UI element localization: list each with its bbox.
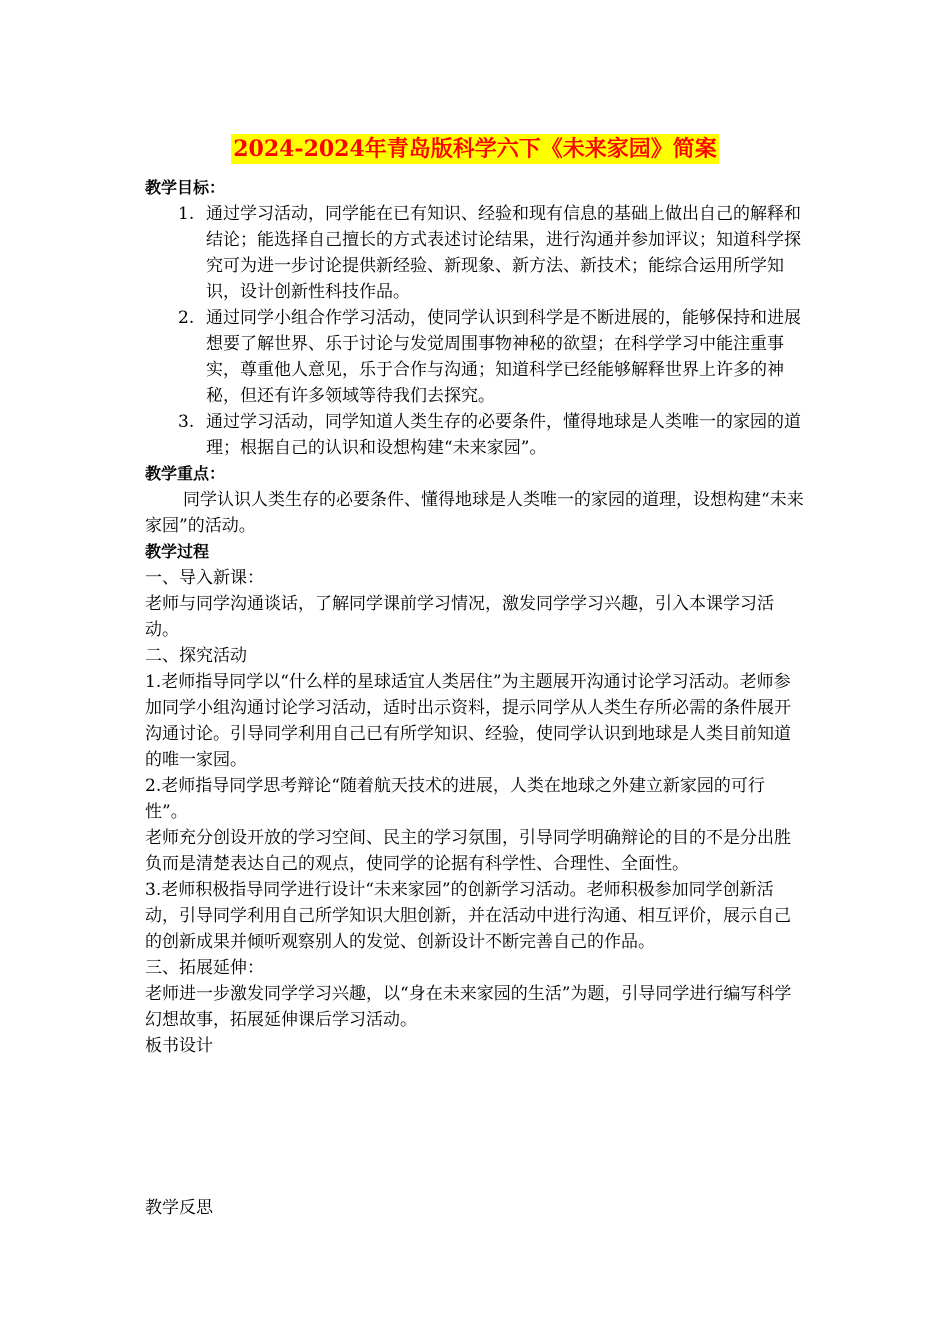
objective-number: 3.	[178, 412, 195, 432]
objective-number: 2.	[178, 308, 195, 328]
section-2-paragraph-3: 老师充分创设开放的学习空间、民主的学习氛围，引导同学明确辩论的目的不是分出胜负而是清楚表达自己的观点，使同学的论据有科学性、合理性、全面性。	[145, 828, 791, 874]
reflection-block	[145, 1195, 213, 1221]
objective-item	[145, 305, 807, 409]
section-2-paragraph-2: 2.老师指导同学思考辩论“随着航天技术的进展，人类在地球之外建立新家园的可行性”。	[145, 776, 765, 822]
section-3-title: 三、拓展延伸：	[145, 958, 264, 978]
title-block	[0, 134, 950, 164]
document-title: 2024-2024年青岛版科学六下《未来家园》简案	[233, 136, 717, 162]
objective-item	[145, 409, 807, 461]
objective-text: 通过同学小组合作学习活动，使同学认识到科学是不断进展的，能够保持和进展想要了解世界、乐于讨论与发觉周围事物神秘的欲望；在科学学习中能注重事实，尊重他人意见，乐于合作与沟通；知道科学已经能够解释世界上许多的神秘，但还有许多领域等待我们去探究。	[206, 308, 801, 406]
objective-text: 通过学习活动，同学能在已有知识、经验和现有信息的基础上做出自己的解释和结论；能选择自己擅长的方式表述讨论结果，进行沟通并参加评议；知道科学探究可为进一步讨论提供新经验、新现象、新方法、新技术；能综合运用所学知识，设计创新性科技作品。	[206, 204, 801, 302]
key-points-text: 同学认识人类生存的必要条件、懂得地球是人类唯一的家园的道理，设想构建“未来家园”的活动。	[145, 490, 804, 536]
section-3-text: 老师进一步激发同学学习兴趣，以“身在未来家园的生活”为题，引导同学进行编写科学幻想故事，拓展延伸课后学习活动。	[145, 984, 792, 1030]
objectives-list	[145, 201, 807, 461]
section-1-text: 老师与同学沟通谈话，了解同学课前学习情况，激发同学学习兴趣，引入本课学习活动。	[145, 594, 774, 640]
objective-number: 1.	[178, 204, 195, 224]
section-1-title: 一、导入新课：	[145, 568, 264, 588]
section-2-title: 二、探究活动	[145, 646, 247, 666]
reflection-label: 教学反思	[145, 1198, 213, 1218]
process-heading: 教学过程	[145, 542, 210, 561]
objective-item	[145, 201, 807, 305]
section-2-paragraph-4: 3.老师积极指导同学进行设计“未来家园”的创新学习活动。老师积极参加同学创新活动，引导同学利用自己所学知识大胆创新，并在活动中进行沟通、相互评价，展示自己的创新成果并倾听观察别人的发觉、创新设计不断完善自己的作品。	[145, 880, 791, 952]
document-body	[145, 175, 807, 1059]
board-design-label: 板书设计	[145, 1036, 213, 1056]
key-points-heading: 教学重点：	[145, 464, 226, 483]
section-2-paragraph-1: 1.老师指导同学以“什么样的星球适宜人类居住”为主题展开沟通讨论学习活动。老师参加同学小组沟通讨论学习活动，适时出示资料，提示同学从人类生存所必需的条件展开沟通讨论。引导同学利用自己已有所学知识、经验，使同学认识到地球是人类目前知道的唯一家园。	[145, 672, 791, 770]
objective-text: 通过学习活动，同学知道人类生存的必要条件，懂得地球是人类唯一的家园的道理；根据自己的认识和设想构建“未来家园”。	[206, 412, 801, 458]
objectives-heading: 教学目标：	[145, 178, 226, 197]
